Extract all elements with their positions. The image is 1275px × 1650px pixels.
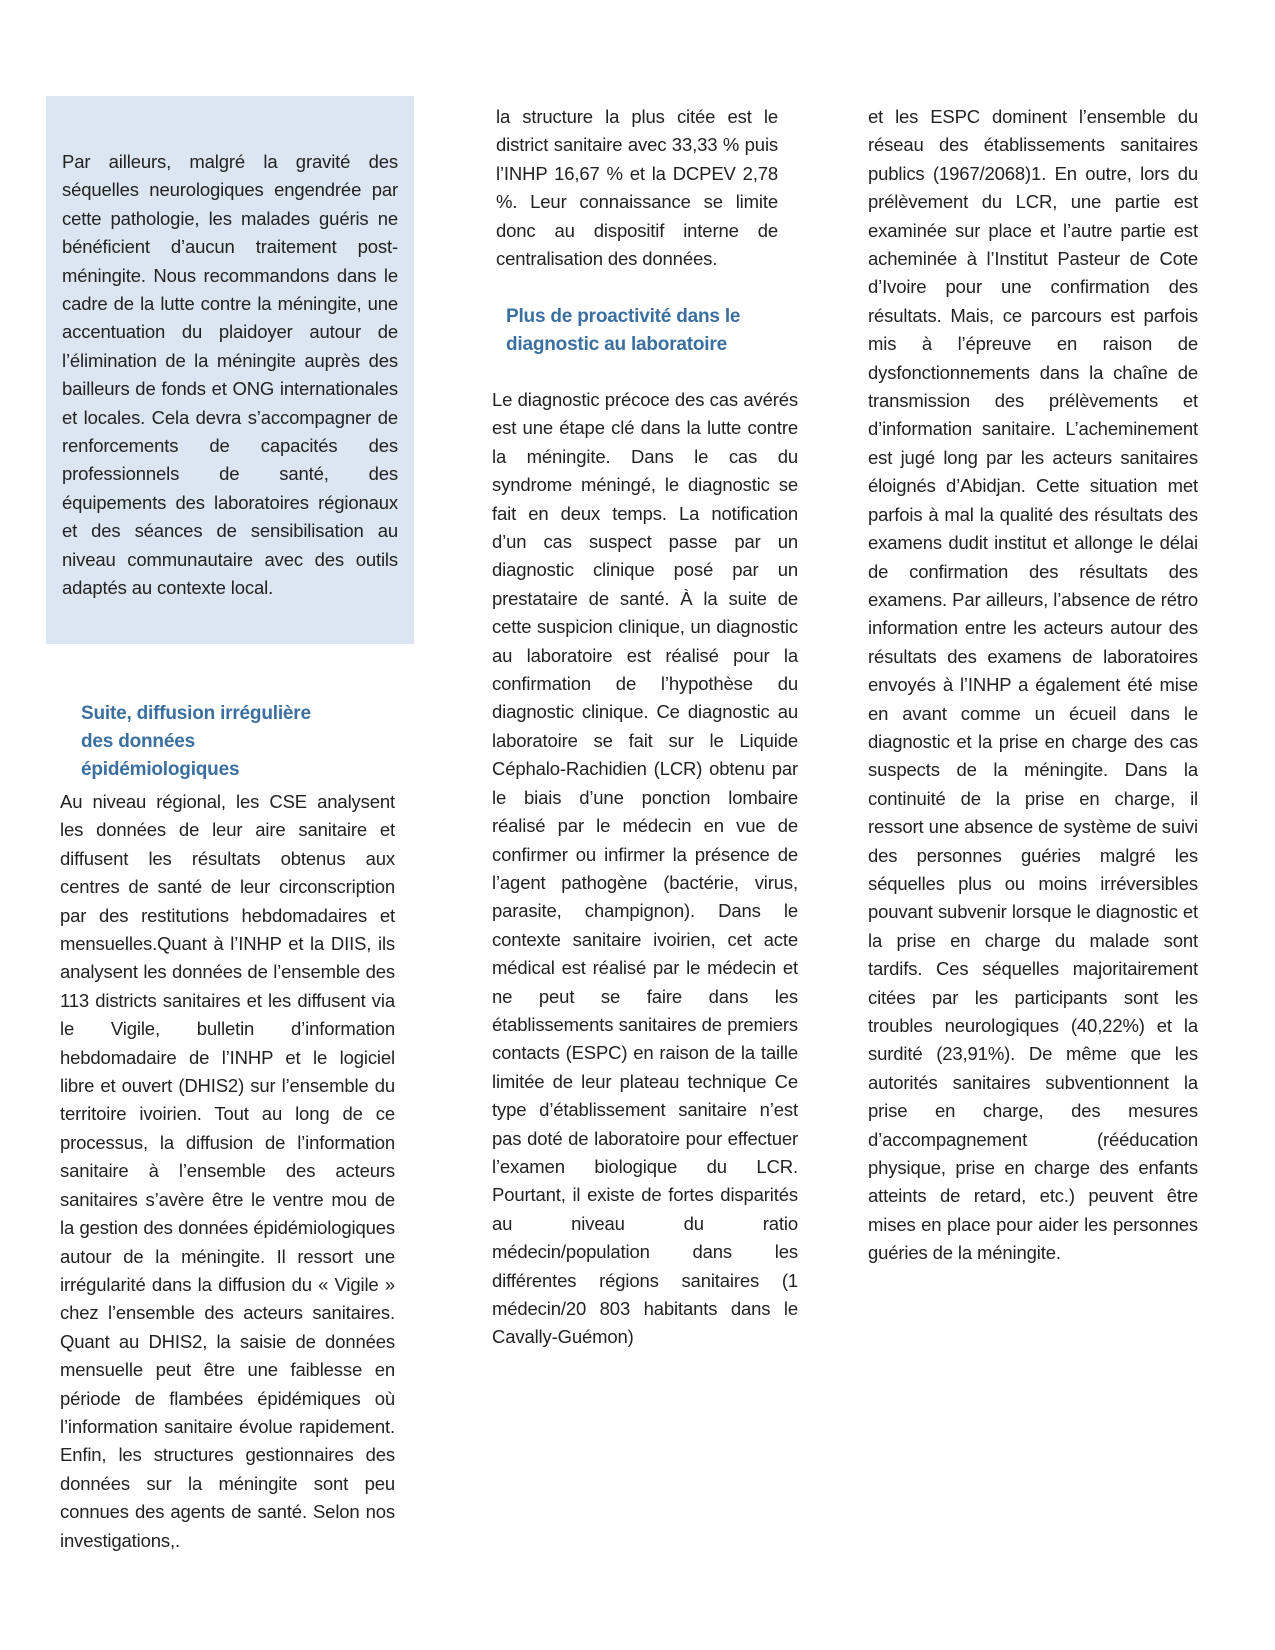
callout-paragraph: Par ailleurs, malgré la gravité des séquelles neurologiques engendrée par cette pathologie, les malades guéris ne bénéficient d’aucun traitement post-méningite. Nous recommandons dans le cadre de la lutte contre la méningite, une accentuation du plaidoyer autour de l’élimination de la méningite auprès des bailleurs de fonds et ONG internationales et locales. Cela devra s’accompagner de renforcements de capacités des professionnels de santé, des équipements des laboratoires régionaux et des séances de sensibilisation au niveau communautaire avec des outils adaptés au contexte local. xyxy=(62,151,398,599)
section-heading-laboratoire xyxy=(506,303,796,359)
structures-paragraph: la structure la plus citée est le district sanitaire avec 33,33 % puis l’INHP 16,67 % et la DCPEV 2,78 %. Leur connaissance se limite donc au dispositif interne de centralisation des données. xyxy=(496,106,778,270)
heading-line: épidémiologiques xyxy=(81,759,240,780)
diffusion-paragraph: Au niveau régional, les CSE analysent les données de leur aire sanitaire et diffusent les résultats obtenus aux centres de santé de leur circonscription par des restitutions hebdomadaires et mensuelles.Quant à l’INHP et la DIIS, ils analysent les données de l’ensemble des 113 districts sanitaires et les diffusent via le Vigile, bulletin d’information hebdomadaire de l’INHP et le logiciel libre et ouvert (DHIS2) sur l’ensemble du territoire ivoirien. Tout au long de ce processus, la diffusion de l’information sanitaire à l’ensemble des acteurs sanitaires s’avère être le ventre mou de la gestion des données épidémiologiques autour de la méningite. Il ressort une irrégularité dans la diffusion du « Vigile » chez l’ensemble des acteurs sanitaires. Quant au DHIS2, la saisie de données mensuelle peut être une faiblesse en période de flambées épidémiques où l’information sanitaire évolue rapidement. Enfin, les structures gestionnaires des données sur la méningite sont peu connues des agents de santé. Selon nos investigations,. xyxy=(60,791,395,1551)
espc-paragraph: et les ESPC dominent l’ensemble du réseau des établissements sanitaires publics (1967/2068)1. En outre, lors du prélèvement du LCR, une partie est examinée sur place et l’autre partie est acheminée à l’Institut Pasteur de Cote d’Ivoire pour une confirmation des résultats. Mais, ce parcours est parfois mis à l’épreuve en raison de dysfonctionnements dans la chaîne de transmission des prélèvements et d’information sanitaire. L’acheminement est jugé long par les acteurs sanitaires éloignés d’Abidjan. Cette situation met parfois à mal la qualité des résultats des examens dudit institut et allonge le délai de confirmation des résultats des examens. Par ailleurs, l’absence de rétro information entre les acteurs autour des résultats des examens de laboratoires envoyés à l’INHP a également été mise en avant comme un écueil dans le diagnostic et la prise en charge des cas suspects de la méningite. Dans la continuité de la prise en charge, il ressort une absence de système de suivi des personnes guéries malgré les séquelles plus ou moins irréversibles pouvant subvenir lorsque le diagnostic et la prise en charge du malade sont tardifs. Ces séquelles majoritairement citées par les participants sont les troubles neurologiques (40,22%) et la surdité (23,91%). De même que les autorités sanitaires subventionnent la prise en charge, des mesures d’accompagnement (rééducation physique, prise en charge des enfants atteints de retard, etc.) peuvent être mises en place pour aider les personnes guéries de la méningite. xyxy=(868,106,1198,1264)
heading-line: Suite, diffusion irrégulière xyxy=(81,703,311,724)
column-1-body xyxy=(60,788,395,1555)
column-2-body xyxy=(492,386,798,1352)
column-3-body xyxy=(868,103,1198,1268)
recommendation-callout-box xyxy=(46,96,414,644)
section-heading-diffusion xyxy=(81,700,401,784)
diagnostic-paragraph: Le diagnostic précoce des cas avérés est une étape clé dans la lutte contre la méningite. Dans le cas du syndrome méningé, le diagnostic se fait en deux temps. La notification d’un cas suspect passe par un diagnostic clinique posé par un prestataire de santé. À la suite de cette suspicion clinique, un diagnostic au laboratoire est réalisé pour la confirmation de l’hypothèse du diagnostic clinique. Ce diagnostic au laboratoire se fait sur le Liquide Céphalo-Rachidien (LCR) obtenu par le biais d’une ponction lombaire réalisé par le médecin en vue de confirmer ou infirmer la présence de l’agent pathogène (bactérie, virus, parasite, champignon). Dans le contexte sanitaire ivoirien, cet acte médical est réalisé par le médecin et ne peut se faire dans les établissements sanitaires de premiers contacts (ESPC) en raison de la taille limitée de leur plateau technique Ce type d’établissement sanitaire n’est pas doté de laboratoire pour effectuer l’examen biologique du LCR. Pourtant, il existe de fortes disparités au niveau du ratio médecin/population dans les différentes régions sanitaires (1 médecin/20 803 habitants dans le Cavally-Guémon) xyxy=(492,389,798,1348)
heading-line: Plus de proactivité dans le xyxy=(506,306,741,327)
column-2-top-body xyxy=(496,103,778,273)
heading-line: des données xyxy=(81,731,195,752)
heading-line: diagnostic au laboratoire xyxy=(506,334,727,355)
